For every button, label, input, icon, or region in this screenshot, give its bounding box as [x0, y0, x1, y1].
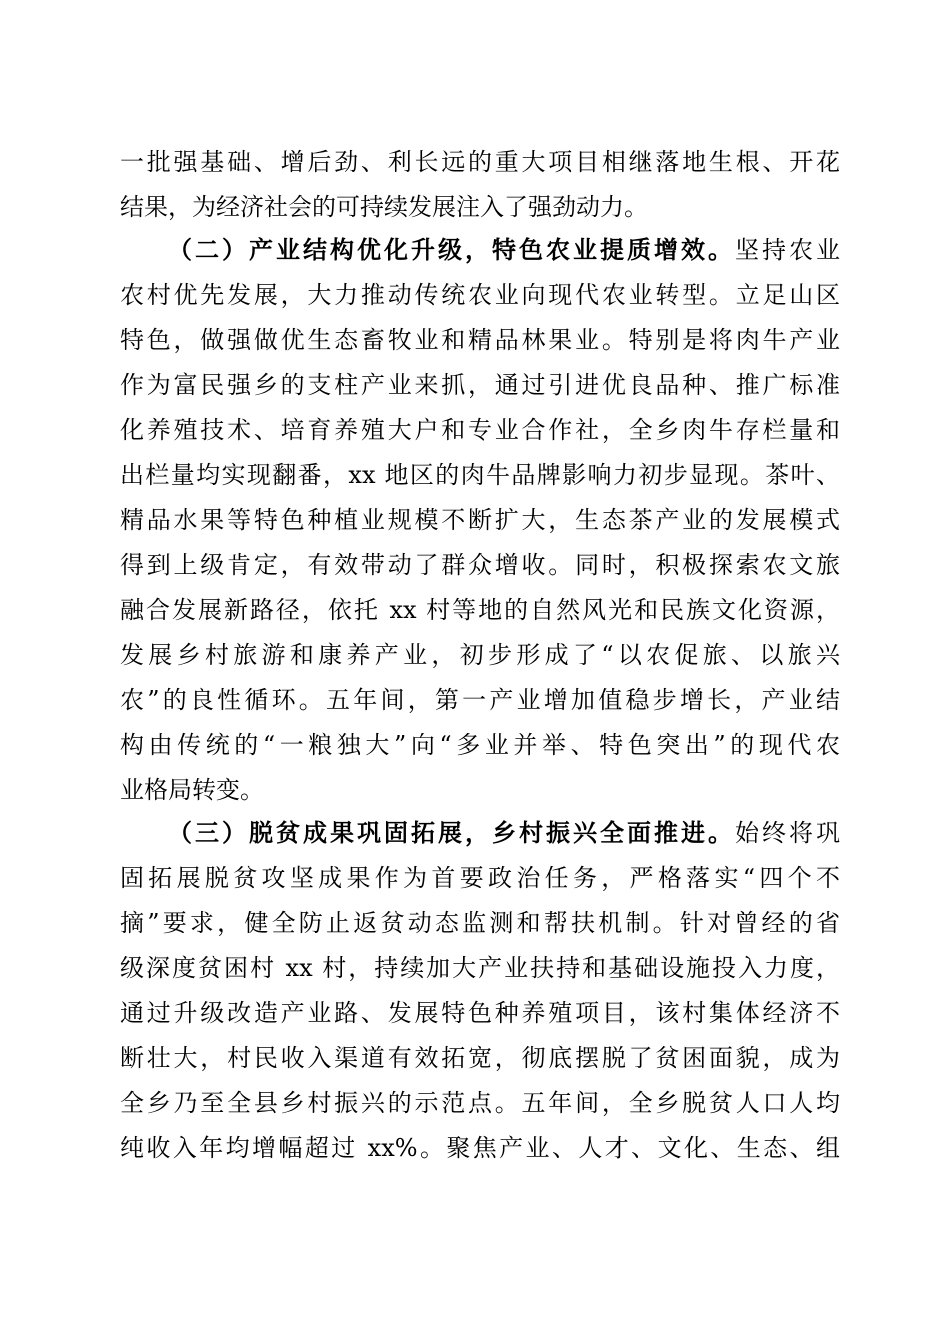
paragraph-3-line-5: 通过升级改造产业路、发展特色种养殖项目，该村集体经济不 [120, 999, 840, 1027]
paragraph-3-line-8: 纯收入年均增幅超过 xx%。聚焦产业、人才、文化、生态、组 [120, 1134, 840, 1162]
paragraph-2-line-11: 农”的良性循环。五年间，第一产业增加值稳步增长，产业结 [120, 686, 840, 714]
section-3-lead: 始终将巩 [735, 819, 840, 847]
paragraph-2-line-10: 发展乡村旅游和康养产业，初步形成了“以农促旅、以旅兴 [120, 641, 840, 669]
paragraph-2-line-13: 业格局转变。 [120, 776, 264, 804]
paragraph-3-line-2: 固拓展脱贫攻坚成果作为首要政治任务，严格落实“四个不 [120, 864, 840, 892]
paragraph-2-line-5: 化养殖技术、培育养殖大户和专业合作社，全乡肉牛存栏量和 [120, 416, 840, 444]
paragraph-2-line-3: 特色，做强做优生态畜牧业和精品林果业。特别是将肉牛产业 [120, 326, 840, 354]
paragraph-1-line-2: 结果，为经济社会的可持续发展注入了强劲动力。 [120, 193, 648, 221]
paragraph-1-line-1: 一批强基础、增后劲、利长远的重大项目相继落地生根、开花 [120, 148, 840, 176]
section-2-lead: 坚持农业 [735, 236, 840, 264]
paragraph-2-line-4: 作为富民强乡的支柱产业来抓，通过引进优良品种、推广标准 [120, 371, 840, 399]
section-3-heading: （三）脱贫成果巩固拓展，乡村振兴全面推进。 [168, 818, 735, 847]
paragraph-2-line-12: 构由传统的“一粮独大”向“多业并举、特色突出”的现代农 [120, 731, 840, 759]
paragraph-3-line-3: 摘”要求，健全防止返贫动态监测和帮扶机制。针对曾经的省 [120, 909, 840, 937]
paragraph-3-line-1 [168, 813, 840, 853]
paragraph-2-line-9: 融合发展新路径，依托 xx 村等地的自然风光和民族文化资源， [120, 596, 840, 624]
section-2-heading: （二）产业结构优化升级，特色农业提质增效。 [168, 235, 735, 264]
paragraph-3-line-7: 全乡乃至全县乡村振兴的示范点。五年间，全乡脱贫人口人均 [120, 1089, 840, 1117]
paragraph-2-line-2: 农村优先发展，大力推动传统农业向现代农业转型。立足山区 [120, 281, 840, 309]
paragraph-2-line-8: 得到上级肯定，有效带动了群众增收。同时，积极探索农文旅 [120, 551, 840, 579]
paragraph-3-line-6: 断壮大，村民收入渠道有效拓宽，彻底摆脱了贫困面貌，成为 [120, 1044, 840, 1072]
paragraph-2-line-6: 出栏量均实现翻番，xx 地区的肉牛品牌影响力初步显现。茶叶、 [120, 461, 840, 489]
paragraph-2-line-1 [168, 230, 840, 270]
paragraph-3-line-4: 级深度贫困村 xx 村，持续加大产业扶持和基础设施投入力度， [120, 954, 840, 982]
paragraph-2-line-7: 精品水果等特色种植业规模不断扩大，生态茶产业的发展模式 [120, 506, 840, 534]
